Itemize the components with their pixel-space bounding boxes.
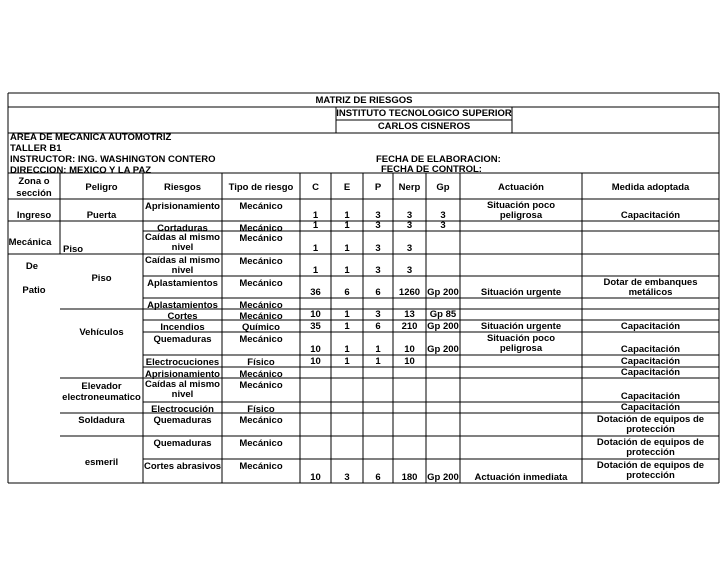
row-medida: Capacitación <box>620 321 681 332</box>
row-tipo: Mecánico <box>239 201 283 212</box>
row-tipo: Mecánico <box>239 300 283 311</box>
col-tipo: Tipo de riesgo <box>228 182 294 193</box>
row-e: 1 <box>344 220 350 231</box>
row-c: 36 <box>310 287 321 298</box>
row-tipo: Mecánico <box>239 369 283 380</box>
zone-de: De <box>25 261 39 272</box>
hazard-piso: Piso <box>63 244 84 255</box>
row-medida: Dotar de embanques <box>603 277 698 288</box>
col-riesgos: Riesgos <box>164 182 201 193</box>
row-nerp: 3 <box>406 210 413 221</box>
col-medida: Medida adoptada <box>611 182 690 193</box>
row-gp: 3 <box>440 220 446 231</box>
row-riesgo: Caídas al mismo <box>145 232 220 243</box>
row-medida: Capacitación <box>620 367 681 378</box>
row-medida: Dotación de equipos de <box>596 460 705 471</box>
col-nerp: Nerp <box>398 182 421 193</box>
row-actuacion: Situación poco <box>486 200 556 211</box>
row-c: 1 <box>312 265 319 276</box>
document-title: MATRIZ DE RIESGOS <box>315 95 413 106</box>
row-e: 3 <box>344 472 350 483</box>
row-e: 6 <box>344 287 350 298</box>
row-p: 1 <box>375 356 381 367</box>
row-riesgo: Aplastamientos <box>147 278 218 289</box>
row-gp: Gp 200 <box>427 321 459 332</box>
row-p: 6 <box>375 287 381 298</box>
row-riesgo: Cortaduras <box>157 223 208 234</box>
row-tipo: Mecánico <box>239 256 283 267</box>
row-riesgo: nivel <box>171 265 194 276</box>
fecha-control-label: FECHA DE CONTROL: <box>381 164 482 175</box>
row-nerp: 1260 <box>398 287 421 298</box>
zone-patio: Patio <box>22 285 46 296</box>
table-text <box>9 95 704 483</box>
instructor-label: INSTRUCTOR: ING. WASHINGTON CONTERO <box>10 154 216 165</box>
row-riesgo: nivel <box>171 242 194 253</box>
row-e: 1 <box>344 265 350 276</box>
row-riesgo: Incendios <box>160 322 205 333</box>
zone-ingreso: Ingreso <box>16 210 52 221</box>
row-riesgo: Aprisionamiento <box>145 369 220 380</box>
row-actuacion: Situación poco <box>486 333 556 344</box>
row-riesgo: Quemaduras <box>153 415 212 426</box>
row-tipo: Mecánico <box>239 415 283 426</box>
col-zona: Zona o <box>18 176 50 187</box>
col-actuacion: Actuación <box>498 182 544 193</box>
row-tipo: Mecánico <box>239 278 283 289</box>
row-gp: Gp 85 <box>429 309 457 320</box>
row-nerp: 10 <box>404 344 415 355</box>
row-medida: protección <box>626 424 675 435</box>
row-riesgo: nivel <box>171 389 194 400</box>
row-p: 3 <box>375 265 381 276</box>
row-p: 6 <box>375 472 381 483</box>
row-tipo: Químico <box>241 322 281 333</box>
row-c: 1 <box>312 243 319 254</box>
row-tipo: Mecánico <box>239 223 283 234</box>
row-riesgo: Quemaduras <box>153 438 212 449</box>
zone-mecanica: Mecánica <box>8 237 52 248</box>
row-tipo: Físico <box>247 404 275 415</box>
row-gp: Gp 200 <box>427 287 459 298</box>
row-actuacion: peligrosa <box>499 343 543 354</box>
row-e: 1 <box>344 309 350 320</box>
row-e: 1 <box>344 344 350 355</box>
row-nerp: 10 <box>404 356 415 367</box>
row-nerp: 13 <box>404 309 415 320</box>
row-gp: Gp 200 <box>427 344 459 355</box>
row-nerp: 210 <box>401 321 418 332</box>
row-e: 1 <box>344 243 350 254</box>
row-c: 10 <box>310 344 321 355</box>
row-p: 3 <box>375 210 381 221</box>
row-tipo: Mecánico <box>239 461 283 472</box>
row-riesgo: Aplastamientos <box>147 300 218 311</box>
fecha-elaboracion-label: FECHA DE ELABORACION: <box>376 154 501 165</box>
hazard-soldadura: Soldadura <box>78 415 125 426</box>
row-medida: Capacitación <box>620 344 681 355</box>
row-medida: Capacitación <box>620 356 681 367</box>
row-tipo: Mecánico <box>239 311 283 322</box>
row-gp: 3 <box>440 210 446 221</box>
hazard-puerta: Puerta <box>86 210 117 221</box>
taller-label: TALLER B1 <box>10 143 62 154</box>
row-c: 1 <box>312 210 319 221</box>
row-riesgo: Aprisionamiento <box>145 201 220 212</box>
row-medida: protección <box>626 470 675 481</box>
row-p: 6 <box>375 321 381 332</box>
row-riesgo: Quemaduras <box>153 334 212 345</box>
hazard-esmeril: esmeril <box>84 457 119 468</box>
row-p: 3 <box>375 220 381 231</box>
row-actuacion: Situación urgente <box>480 321 562 332</box>
row-medida: Capacitación <box>620 402 681 413</box>
row-medida: Capacitación <box>620 391 681 402</box>
hazard-piso: Piso <box>91 273 112 284</box>
institute-name: CARLOS CISNEROS <box>377 121 471 132</box>
row-riesgo: Electrocuciones <box>145 357 220 368</box>
row-c: 10 <box>310 472 321 483</box>
institute-label: INSTITUTO TECNOLOGICO SUPERIOR <box>336 108 512 119</box>
row-nerp: 180 <box>401 472 418 483</box>
row-actuacion: Situación urgente <box>480 287 562 298</box>
row-c: 1 <box>312 220 319 231</box>
row-actuacion: peligrosa <box>499 210 543 221</box>
row-tipo: Mecánico <box>239 334 283 345</box>
row-p: 3 <box>375 309 381 320</box>
row-p: 3 <box>375 243 381 254</box>
hazard-vehiculos: Vehículos <box>79 327 124 338</box>
row-riesgo: Cortes <box>167 311 198 322</box>
row-medida: Dotación de equipos de <box>596 437 705 448</box>
row-nerp: 3 <box>406 265 413 276</box>
row-gp: Gp 200 <box>427 472 459 483</box>
row-e: 1 <box>344 356 350 367</box>
row-tipo: Mecánico <box>239 438 283 449</box>
row-tipo: Mecánico <box>239 233 283 244</box>
hazard-elevador: electroneumatico <box>62 392 141 403</box>
area-label: AREA DE MECANICA AUTOMOTRIZ <box>10 132 172 143</box>
row-tipo: Físico <box>247 357 275 368</box>
row-nerp: 3 <box>406 243 413 254</box>
row-medida: protección <box>626 447 675 458</box>
row-e: 1 <box>344 210 350 221</box>
row-c: 10 <box>310 356 321 367</box>
row-riesgo: Caídas al mismo <box>145 255 220 266</box>
row-riesgo: Caídas al mismo <box>145 379 220 390</box>
row-riesgo: Cortes abrasivos <box>143 461 222 472</box>
row-medida: metálicos <box>628 287 673 298</box>
row-medida: Dotación de equipos de <box>596 414 705 425</box>
row-p: 1 <box>375 344 381 355</box>
col-zona: sección <box>16 188 52 199</box>
row-actuacion: Actuación inmediata <box>474 472 568 483</box>
col-e: E <box>343 182 351 193</box>
row-c: 10 <box>310 309 321 320</box>
row-c: 35 <box>310 321 321 332</box>
row-riesgo: Electrocución <box>151 404 214 415</box>
row-tipo: Mecánico <box>239 380 283 391</box>
hazard-elevador: Elevador <box>81 381 122 392</box>
row-nerp: 3 <box>406 220 413 231</box>
direccion-label: DIRECCION: MEXICO Y LA PAZ <box>10 165 152 176</box>
col-p: P <box>374 182 382 193</box>
col-peligro: Peligro <box>85 182 118 193</box>
col-c: C <box>312 182 319 193</box>
col-gp: Gp <box>436 182 450 193</box>
row-medida: Capacitación <box>620 210 681 221</box>
row-e: 1 <box>344 321 350 332</box>
